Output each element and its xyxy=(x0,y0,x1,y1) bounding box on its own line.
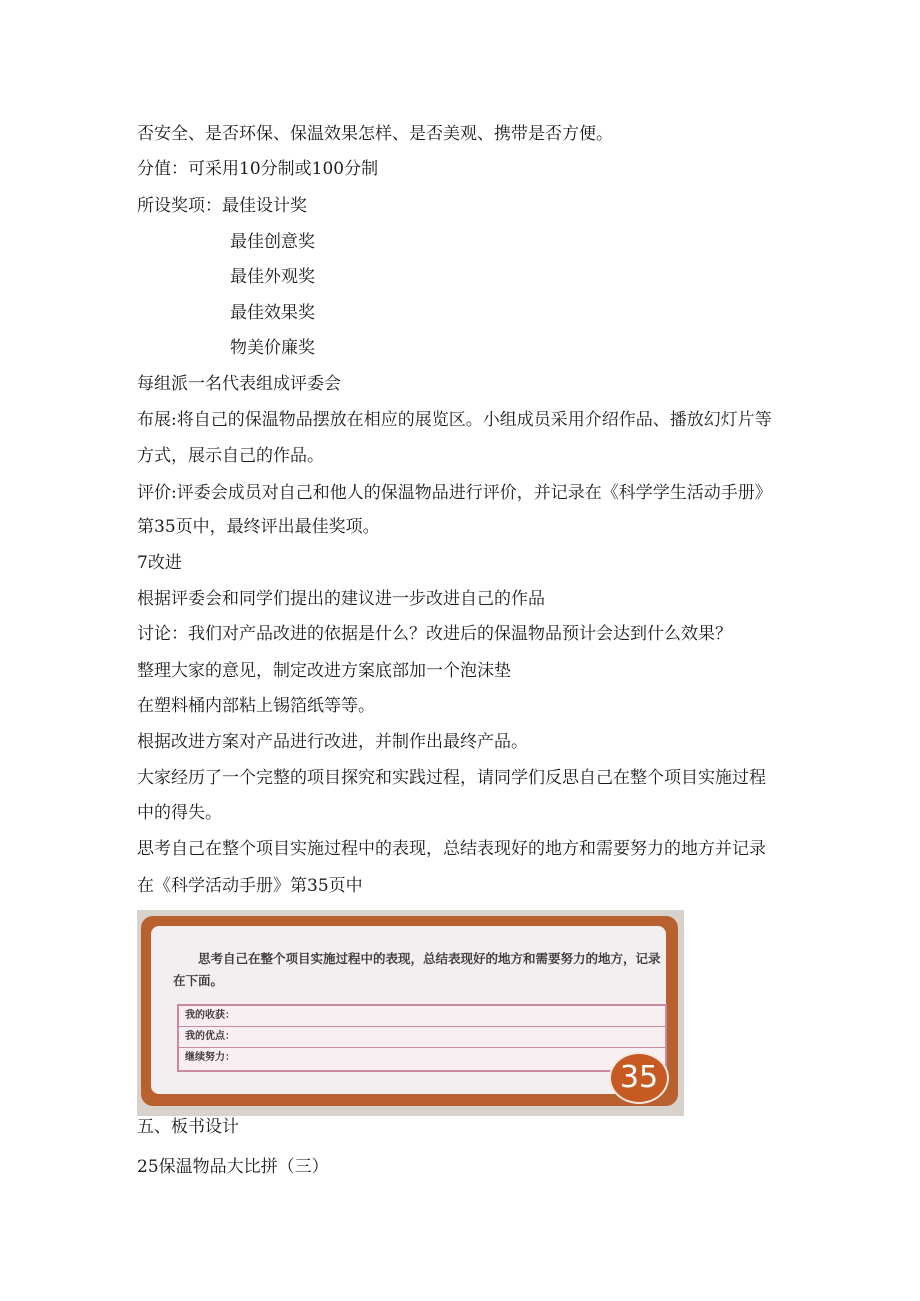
text-line: 在塑料桶内部粘上锡箔纸等等。 xyxy=(137,696,375,716)
record-row-strengths: 我的优点： xyxy=(179,1027,665,1048)
workbook-card-inner xyxy=(151,926,666,1094)
award-item: 最佳外观奖 xyxy=(230,267,315,287)
award-item: 最佳效果奖 xyxy=(230,303,315,323)
text-line: 分值：可采用10分制或100分制 xyxy=(137,159,379,179)
award-item: 物美价廉奖 xyxy=(230,338,315,358)
text-line: 第35页中，最终评出最佳奖项。 xyxy=(137,517,380,537)
text-line: 大家经历了一个完整的项目探究和实践过程，请同学们反思自己在整个项目实施过程 xyxy=(137,768,766,788)
workbook-photo xyxy=(137,910,684,1116)
workbook-prompt: 思考自己在整个项目实施过程中的表现，总结表现好的地方和需要努力的地方，记录在下面。 xyxy=(173,951,661,988)
text-line: 每组派一名代表组成评委会 xyxy=(137,374,341,394)
text-line: 整理大家的意见，制定改进方案底部加一个泡沫垫 xyxy=(137,661,511,681)
text-line: 在《科学活动手册》第35页中 xyxy=(137,876,363,896)
record-table xyxy=(177,1004,667,1072)
page-number-badge: 35 xyxy=(609,1052,669,1104)
text-line: 中的得失。 xyxy=(137,803,222,823)
text-line: 布展:将自己的保温物品摆放在相应的展览区。小组成员采用介绍作品、播放幻灯片等 xyxy=(137,410,772,430)
record-row-gains: 我的收获： xyxy=(179,1006,665,1027)
text-line: 评价:评委会成员对自己和他人的保温物品进行评价，并记录在《科学学生活动手册》 xyxy=(137,483,772,503)
text-line: 所设奖项：最佳设计奖 xyxy=(137,196,307,216)
text-line: 根据评委会和同学们提出的建议进一步改进自己的作品 xyxy=(137,589,545,609)
section-heading: 7改进 xyxy=(137,553,182,573)
text-line: 讨论：我们对产品改进的依据是什么？改进后的保温物品预计会达到什么效果？ xyxy=(137,624,732,644)
text-line: 方式，展示自己的作品。 xyxy=(137,446,324,466)
section-heading: 五、板书设计 xyxy=(137,1117,239,1137)
board-title: 25保温物品大比拼（三） xyxy=(137,1157,329,1177)
award-item: 最佳创意奖 xyxy=(230,232,315,252)
text-line: 否安全、是否环保、保温效果怎样、是否美观、携带是否方便。 xyxy=(137,124,613,144)
text-line: 思考自己在整个项目实施过程中的表现，总结表现好的地方和需要努力的地方并记录 xyxy=(137,839,766,859)
workbook-card xyxy=(141,916,678,1106)
record-row-improve: 继续努力： xyxy=(185,1052,235,1063)
text-line: 根据改进方案对产品进行改进，并制作出最终产品。 xyxy=(137,732,528,752)
